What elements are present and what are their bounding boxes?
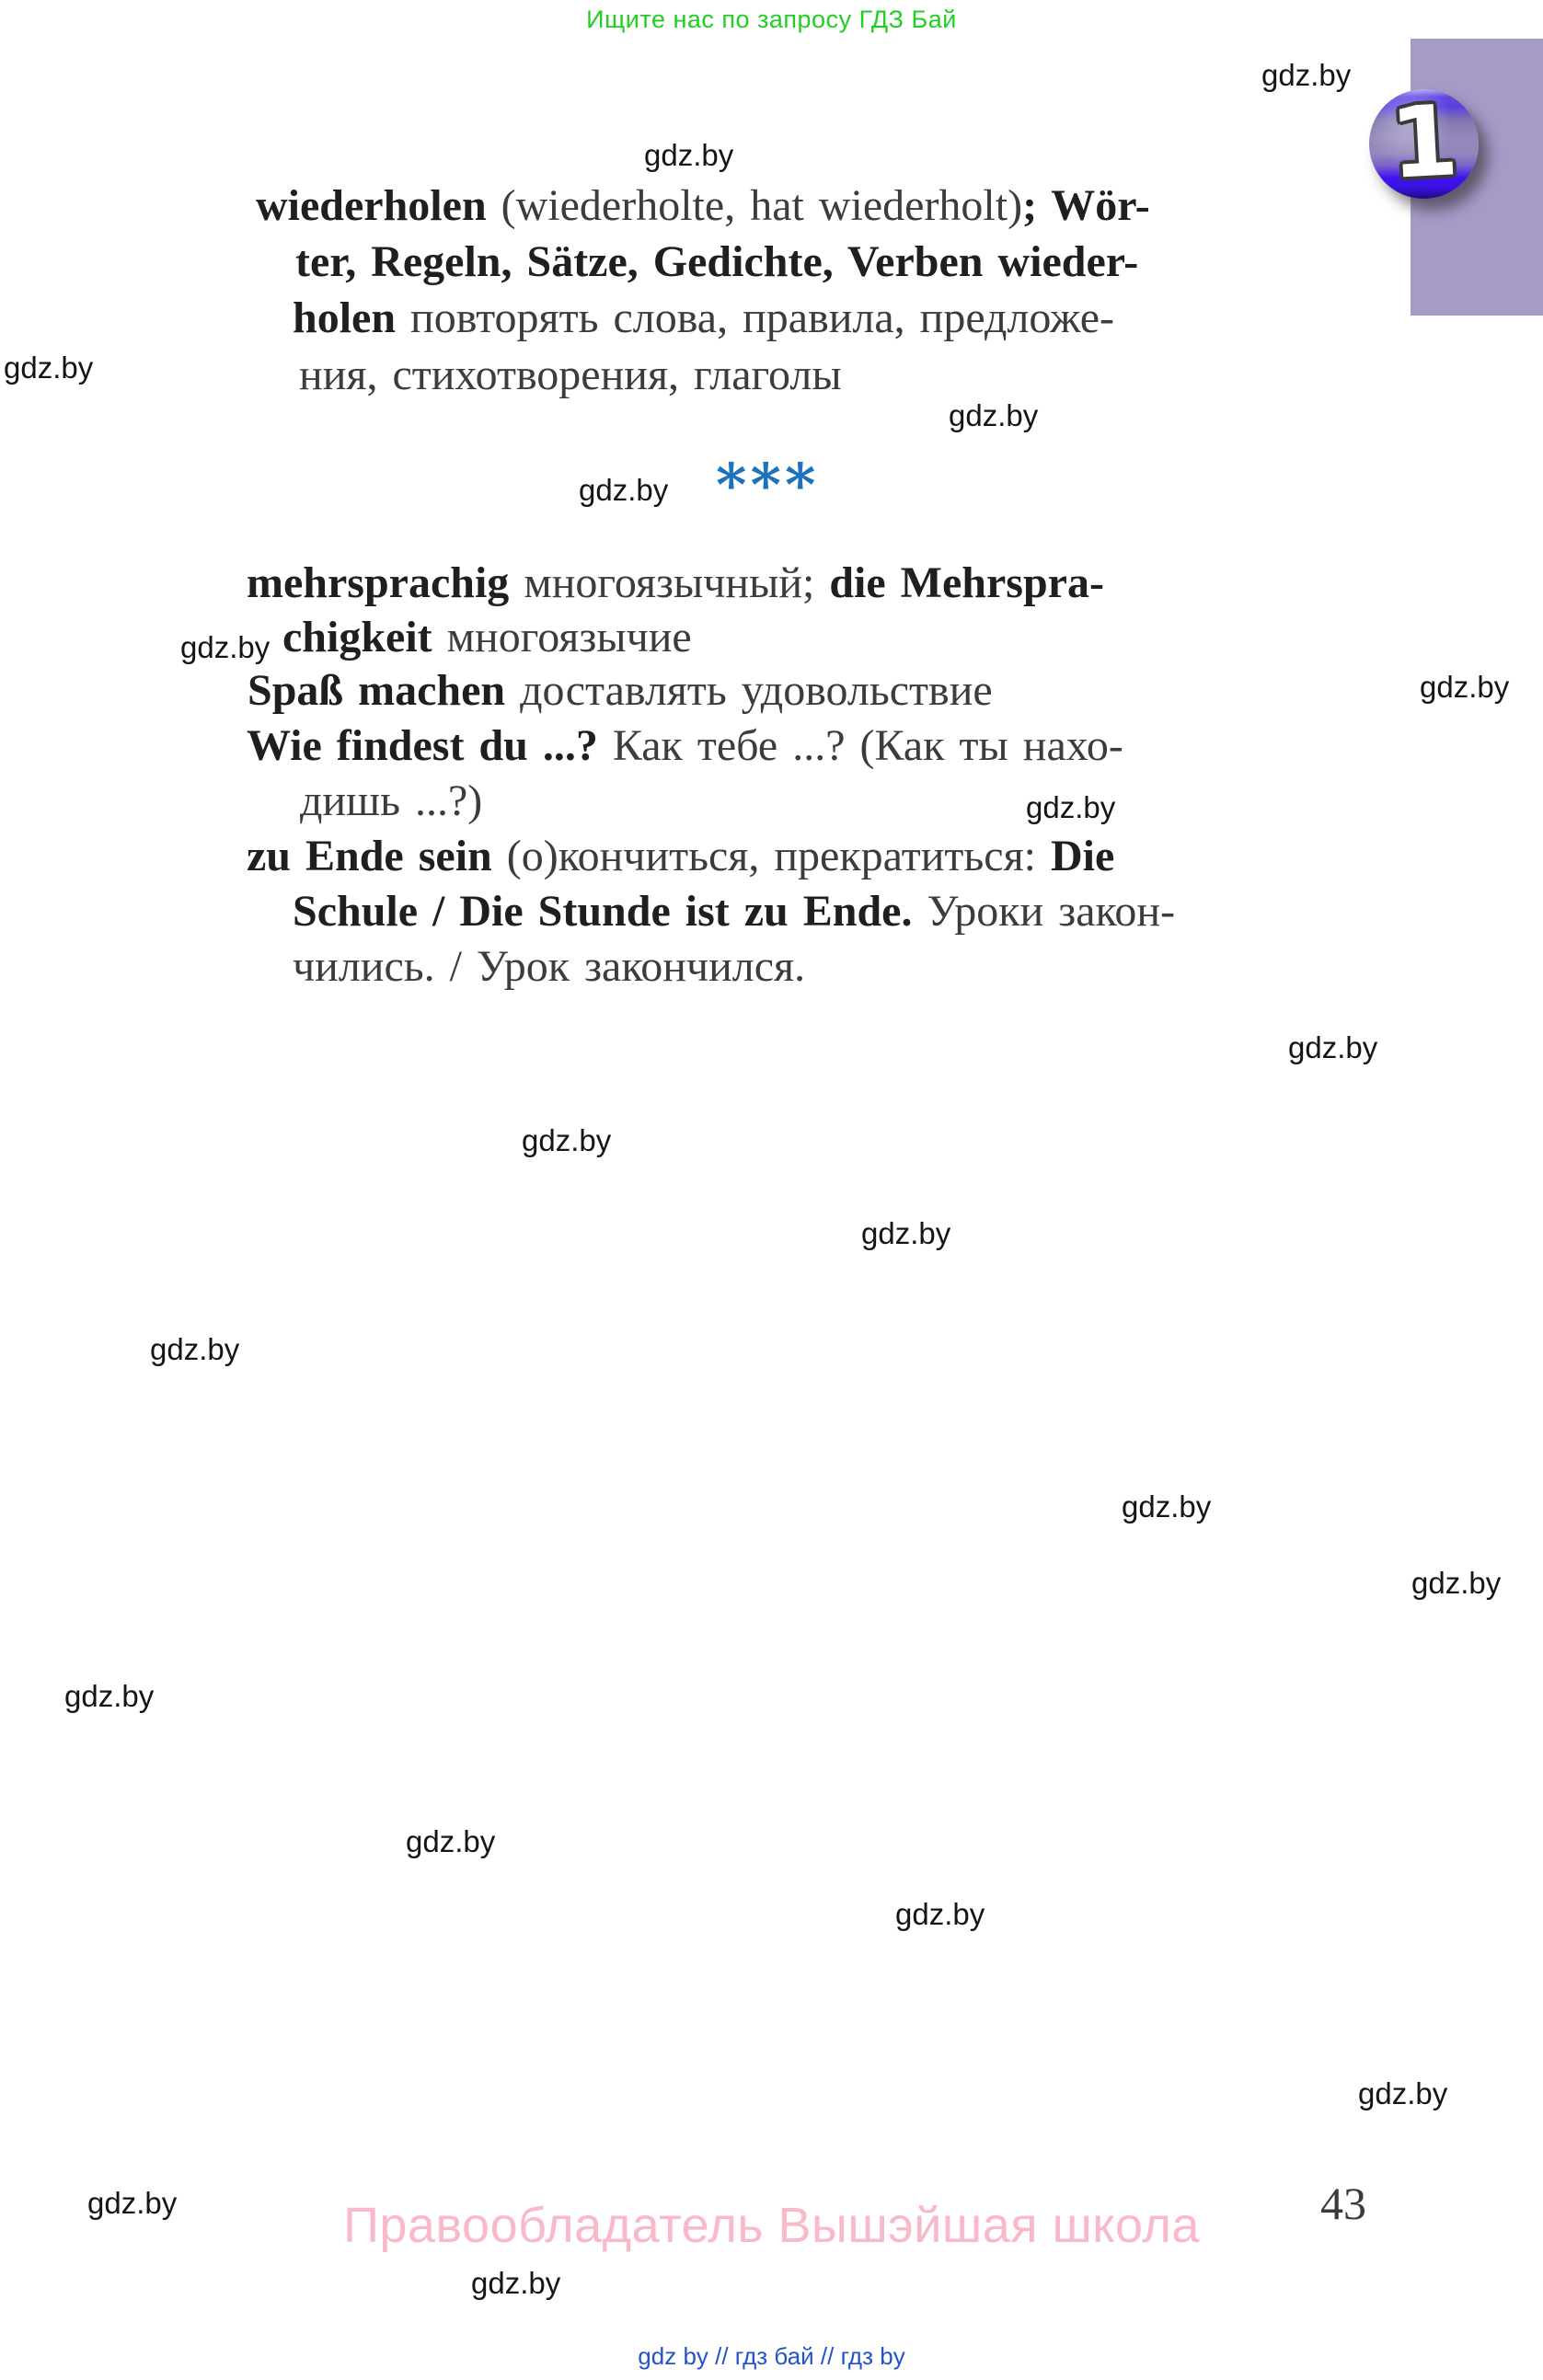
dictionary-translation: Уроки закон- (927, 887, 1176, 936)
watermark: gdz.by (150, 1332, 240, 1366)
watermark: gdz.by (949, 398, 1039, 432)
dictionary-line (247, 558, 1104, 607)
dictionary-translation: доставлять удовольствие (520, 666, 993, 715)
section-separator: *** (716, 451, 820, 520)
dictionary-line (293, 942, 806, 991)
dictionary-headword: mehrsprachig (247, 558, 524, 607)
watermark: gdz.by (1411, 1566, 1502, 1600)
watermark: gdz.by (4, 351, 94, 385)
watermark: gdz.by (1420, 670, 1510, 704)
promo-banner: Ищите нас по запросу ГДЗ Бай (586, 6, 957, 33)
chapter-number-badge (1369, 83, 1479, 201)
dictionary-line (300, 776, 483, 825)
watermark: gdz.by (1026, 790, 1116, 824)
dictionary-translation: многоязычный; (524, 558, 830, 607)
dictionary-headword: chigkeit (282, 613, 447, 661)
dictionary-translation: Как тебе ...? (Как ты нахо- (612, 721, 1123, 770)
watermark: gdz.by (644, 138, 734, 172)
watermark: gdz.by (861, 1216, 951, 1250)
dictionary-line (299, 353, 842, 397)
footer-links[interactable]: gdz by // гдз бай // гдз by (638, 2342, 905, 2370)
dictionary-headword: wiederholen (256, 181, 501, 230)
watermark: gdz.by (1288, 1030, 1378, 1064)
dictionary-translation: чились. / Урок закончился. (293, 942, 806, 991)
watermark: gdz.by (87, 2186, 178, 2220)
watermark: gdz.by (1261, 58, 1352, 92)
page-number: 43 (1320, 2178, 1366, 2229)
dictionary-headword: Schule / Die Stunde ist zu Ende. (293, 887, 927, 936)
dictionary-line (248, 666, 993, 715)
watermark: gdz.by (406, 1824, 496, 1858)
dictionary-headword: zu Ende sein (247, 832, 507, 880)
dictionary-line (293, 293, 1115, 342)
watermark: gdz.by (522, 1123, 612, 1157)
dictionary-line (293, 887, 1176, 936)
copyright-text: Правообладатель Вышэйшая школа (343, 2198, 1200, 2253)
watermark: gdz.by (1122, 1489, 1212, 1523)
dictionary-translation: повторять слова, правила, предложе- (410, 293, 1115, 342)
dictionary-translation: ния, стихотворения, глаголы (299, 351, 842, 399)
watermark: gdz.by (64, 1679, 155, 1713)
watermark: gdz.by (180, 630, 271, 664)
dictionary-headword: holen (293, 293, 411, 342)
dictionary-line (282, 615, 692, 660)
watermark: gdz.by (471, 2266, 561, 2300)
chapter-number: 1 (1387, 83, 1461, 201)
dictionary-line (247, 834, 1114, 879)
dictionary-translation: дишь ...?) (300, 776, 483, 825)
watermark: gdz.by (579, 473, 669, 507)
dictionary-translation: многоязычие (446, 613, 692, 661)
dictionary-line (295, 237, 1139, 286)
dictionary-headword: ter, Regeln, Sätze, Gedichte, Verben wieder- (295, 237, 1139, 286)
dictionary-headword: Wie findest du ...? (247, 721, 613, 770)
watermark: gdz.by (895, 1897, 985, 1931)
dictionary-headword: Spaß machen (248, 666, 521, 715)
dictionary-headword: die Mehrspra- (829, 558, 1104, 607)
dictionary-line (247, 721, 1123, 770)
watermark: gdz.by (1358, 2076, 1448, 2110)
dictionary-headword: Die (1050, 832, 1115, 880)
dictionary-translation: (wiederholte, hat wiederholt) (501, 181, 1023, 230)
dictionary-line (256, 181, 1150, 230)
dictionary-translation: (о)кончиться, прекратиться: (506, 832, 1051, 880)
dictionary-headword: ; Wör- (1022, 181, 1150, 230)
